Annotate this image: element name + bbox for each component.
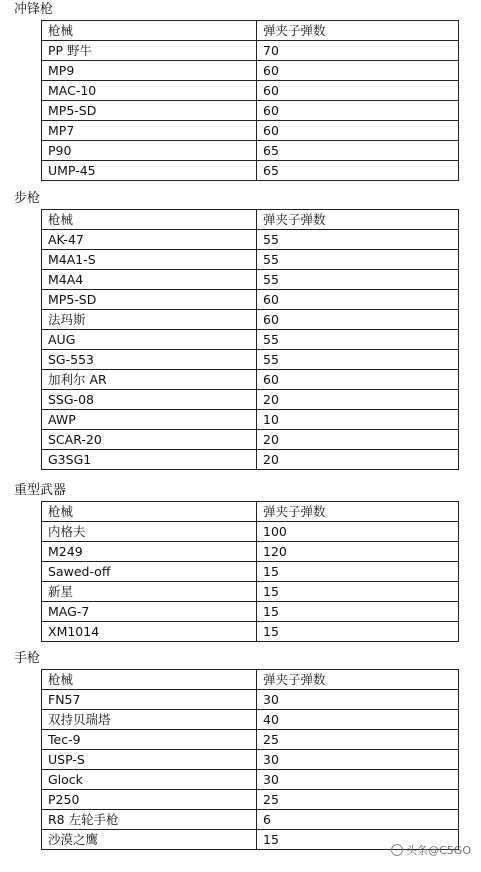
mag-count-cell: 100 (257, 522, 459, 542)
table-header-row (42, 502, 459, 522)
gun-name-cell: M249 (42, 542, 257, 562)
mag-count-cell: 15 (257, 622, 459, 642)
gun-name-cell: Sawed-off (42, 562, 257, 582)
mag-count-cell: 55 (257, 270, 459, 290)
section-title-heavy: 重型武器 (14, 483, 67, 498)
table-row (42, 330, 459, 350)
mag-count-cell: 65 (257, 161, 459, 181)
mag-count-cell: 30 (257, 770, 459, 790)
gun-name-cell: 加利尔 AR (42, 370, 257, 390)
table-row (42, 710, 459, 730)
gun-name-cell: 法玛斯 (42, 310, 257, 330)
gun-name-cell: MP5-SD (42, 290, 257, 310)
mag-count-cell: 70 (257, 41, 459, 61)
gun-name-cell: SCAR-20 (42, 430, 257, 450)
gun-name-cell: FN57 (42, 690, 257, 710)
gun-name-cell: 内格夫 (42, 522, 257, 542)
mag-count-cell: 60 (257, 101, 459, 121)
table-row (42, 61, 459, 81)
table-row (42, 310, 459, 330)
table-row (42, 770, 459, 790)
mag-count-cell: 55 (257, 330, 459, 350)
gun-name-cell: MP7 (42, 121, 257, 141)
header-mag-cell: 弹夹子弹数 (257, 502, 459, 522)
gun-name-cell: 双持贝瑞塔 (42, 710, 257, 730)
table-row (42, 582, 459, 602)
table-row (42, 690, 459, 710)
table-header-row (42, 21, 459, 41)
mag-count-cell: 30 (257, 750, 459, 770)
header-mag-cell: 弹夹子弹数 (257, 210, 459, 230)
mag-count-cell: 30 (257, 690, 459, 710)
header-mag-cell: 弹夹子弹数 (257, 21, 459, 41)
mag-count-cell: 6 (257, 810, 459, 830)
gun-name-cell: XM1014 (42, 622, 257, 642)
table-heavy (41, 501, 459, 642)
table-row (42, 370, 459, 390)
table-header-row (42, 670, 459, 690)
mag-count-cell: 10 (257, 410, 459, 430)
mag-count-cell: 60 (257, 81, 459, 101)
table-row (42, 810, 459, 830)
table-row (42, 41, 459, 61)
watermark (391, 842, 471, 858)
gun-name-cell: MP9 (42, 61, 257, 81)
table-row (42, 450, 459, 470)
gun-name-cell: MP5-SD (42, 101, 257, 121)
mag-count-cell: 25 (257, 730, 459, 750)
gun-name-cell: MAG-7 (42, 602, 257, 622)
table-row (42, 562, 459, 582)
table-row (42, 101, 459, 121)
table-rifle (41, 209, 459, 470)
table-row (42, 270, 459, 290)
table-row (42, 410, 459, 430)
mag-count-cell: 60 (257, 290, 459, 310)
mag-count-cell: 20 (257, 450, 459, 470)
watermark-logo-icon (391, 844, 403, 856)
gun-name-cell: P90 (42, 141, 257, 161)
mag-count-cell: 55 (257, 230, 459, 250)
mag-count-cell: 20 (257, 430, 459, 450)
table-row (42, 290, 459, 310)
gun-name-cell: SG-553 (42, 350, 257, 370)
mag-count-cell: 60 (257, 61, 459, 81)
gun-name-cell: AWP (42, 410, 257, 430)
gun-name-cell: SSG-08 (42, 390, 257, 410)
gun-name-cell: R8 左轮手枪 (42, 810, 257, 830)
table-row (42, 81, 459, 101)
mag-count-cell: 15 (257, 830, 459, 850)
gun-name-cell: AK-47 (42, 230, 257, 250)
table-row (42, 750, 459, 770)
gun-name-cell: 沙漠之鹰 (42, 830, 257, 850)
gun-name-cell: G3SG1 (42, 450, 257, 470)
mag-count-cell: 40 (257, 710, 459, 730)
table-row (42, 230, 459, 250)
mag-count-cell: 60 (257, 310, 459, 330)
section-title-rifle: 步枪 (14, 191, 41, 206)
table-row (42, 790, 459, 810)
mag-count-cell: 15 (257, 582, 459, 602)
gun-name-cell: PP 野牛 (42, 41, 257, 61)
mag-count-cell: 65 (257, 141, 459, 161)
mag-count-cell: 15 (257, 602, 459, 622)
table-smg (41, 20, 459, 181)
mag-count-cell: 15 (257, 562, 459, 582)
table-row (42, 121, 459, 141)
table-row (42, 730, 459, 750)
table-pistol (41, 669, 459, 850)
mag-count-cell: 25 (257, 790, 459, 810)
table-row (42, 430, 459, 450)
header-mag-cell: 弹夹子弹数 (257, 670, 459, 690)
mag-count-cell: 60 (257, 370, 459, 390)
table-header-row (42, 210, 459, 230)
table-row (42, 542, 459, 562)
table-row (42, 390, 459, 410)
table-row (42, 350, 459, 370)
header-gun-cell: 枪械 (42, 670, 257, 690)
gun-name-cell: USP-S (42, 750, 257, 770)
gun-name-cell: AUG (42, 330, 257, 350)
table-row (42, 161, 459, 181)
mag-count-cell: 55 (257, 250, 459, 270)
mag-count-cell: 120 (257, 542, 459, 562)
gun-name-cell: UMP-45 (42, 161, 257, 181)
gun-name-cell: Tec-9 (42, 730, 257, 750)
header-gun-cell: 枪械 (42, 21, 257, 41)
gun-name-cell: M4A1-S (42, 250, 257, 270)
section-title-pistol: 手枪 (14, 651, 41, 666)
table-row (42, 602, 459, 622)
section-title-smg: 冲锋枪 (14, 2, 54, 17)
table-row (42, 141, 459, 161)
table-row (42, 250, 459, 270)
mag-count-cell: 55 (257, 350, 459, 370)
mag-count-cell: 60 (257, 121, 459, 141)
table-row (42, 522, 459, 542)
gun-name-cell: P250 (42, 790, 257, 810)
gun-name-cell: 新星 (42, 582, 257, 602)
watermark-text: 头条@C5GO (406, 844, 471, 857)
gun-name-cell: MAC-10 (42, 81, 257, 101)
gun-name-cell: Glock (42, 770, 257, 790)
header-gun-cell: 枪械 (42, 502, 257, 522)
gun-name-cell: M4A4 (42, 270, 257, 290)
header-gun-cell: 枪械 (42, 210, 257, 230)
table-row (42, 622, 459, 642)
mag-count-cell: 20 (257, 390, 459, 410)
